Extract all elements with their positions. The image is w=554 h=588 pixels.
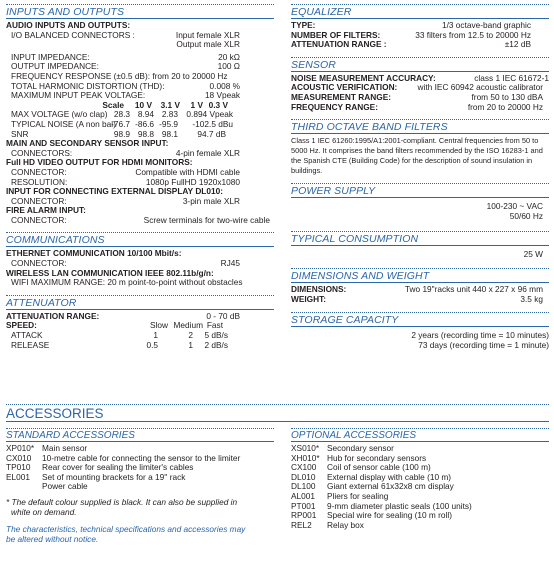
spec-value: Input female XLR [175,29,240,40]
spec-value: class 1 IEC 61672-1 [474,72,549,83]
table-cell: SNR [11,128,29,139]
audio-header: AUDIO INPUTS AND OUTPUTS: [6,20,131,30]
dimensions-row [291,285,549,295]
table-cell: Fast [206,320,223,331]
table-cell: Medium [173,320,203,331]
accessory-description: 9-mm diameter plastic seals (100 units) [327,500,472,511]
speed-row [6,321,274,331]
spec-value: 0.008 % [209,80,240,91]
accessory-description: Coil of sensor cable (100 m) [327,462,431,473]
table-cell: ATTACK [11,330,43,341]
list-item [6,482,274,492]
spec-value: 4-pin female XLR [175,147,240,158]
spec-value: Output male XLR [176,39,240,50]
table-cell: -102.5 dBu [192,118,233,129]
list-item [291,521,549,531]
third-octave-section [291,119,549,176]
section-title: TYPICAL CONSUMPTION [291,231,549,246]
eq-range-row [291,40,549,50]
table-cell: RELEASE [11,339,50,350]
spec-value: 1080p FullHD 1920x1080 [145,176,240,187]
power-value: 100-230 ~ VAC [486,201,543,212]
accessory-code: DL010 [291,471,316,482]
frequency-response-row: FREQUENCY RESPONSE (±0.5 dB): from 20 to 20000 Hz [11,70,228,81]
accessory-code: CX100 [291,462,317,473]
table-cell: 0.894 Vpeak [186,109,233,120]
accessory-description: Special wire for sealing (10 m roll) [327,510,452,521]
spec-label: ACOUSTIC VERIFICATION: [291,82,398,93]
consumption-value: 25 W [523,249,543,260]
left-column [6,4,274,357]
accessory-description: Main sensor [42,443,88,453]
accessory-description: Secondary sensor [327,443,394,453]
table-cell: 3.1 V [160,99,180,110]
note-line: be altered without notice. [6,533,99,544]
accessory-description: Power cable [42,481,88,492]
storage-section [291,312,549,350]
accessory-code: TP010 [6,462,31,473]
spec-label: OUTPUT IMPEDANCE: [11,61,99,72]
spec-value: ±12 dB [504,39,531,50]
sensor-input-header: MAIN AND SECONDARY SENSOR INPUT: [6,138,169,149]
note-line: white on demand. [11,506,77,517]
spec-label: NUMBER OF FILTERS: [291,29,381,40]
frequency-range-row [291,103,549,113]
spec-value: with IEC 60942 acoustic calibrator [417,82,543,93]
section-title: ATTENUATOR [6,295,274,310]
table-cell: 98.8 [137,128,154,139]
spec-value: 100 Ω [217,61,240,72]
accessory-description: External display with cable (10 m) [327,471,452,482]
table-cell: SPEED: [6,320,37,331]
spec-value: 1/3 octave-band graphic [441,20,531,30]
spec-value: RJ45 [220,258,240,269]
spec-label: CONNECTOR: [11,195,67,206]
colour-note [6,498,274,517]
spec-label: TYPE: [291,20,316,30]
wlan-range-row: WIFI MAXIMUM RANGE: 20 m point-to-point without obstacles [11,277,243,288]
spec-label: I/O BALANCED CONNECTORS : [11,29,135,40]
spec-value: from 50 to 130 dBA [471,91,543,102]
ethernet-header: ETHERNET COMMUNICATION 10/100 Mbit/s: [6,248,182,259]
table-cell: 28.3 [113,109,130,120]
right-column [291,4,549,357]
accessory-description: Rear cover for sealing the limiter's cables [42,462,194,473]
table-cell: 2.83 [161,109,178,120]
accessory-code: CX010 [6,452,32,463]
table-cell: -86.6 [135,118,154,129]
spec-label: MEASUREMENT RANGE: [291,91,392,102]
accessory-description: Set of mounting brackets for a 19'' rack [42,471,186,482]
spec-label: DIMENSIONS: [291,283,347,294]
spec-value: 18 Vpeak [204,90,240,101]
attenuation-range-row [6,312,274,322]
section-title: POWER SUPPLY [291,183,549,198]
spec-value: 0 - 70 dB [206,310,240,321]
table-cell: Scale [102,99,124,110]
wlan-header: WIRELESS LAN COMMUNICATION IEEE 802.11b/g/n: [6,267,214,278]
table-cell: 98.9 [113,128,130,139]
dimensions-section [291,268,549,304]
table-cell: 8.94 [137,109,154,120]
accessory-code [6,482,42,492]
spec-label: ATTENUATION RANGE : [291,39,387,50]
table-cell: -76.7 [111,118,130,129]
weight-row [291,295,549,305]
io-balanced-row-2 [6,40,274,50]
section-title: SENSOR [291,57,549,72]
spec-label: CONNECTORS: [11,147,73,158]
spec-label: CONNECTOR: [11,166,67,177]
spec-label: MAXIMUM INPUT PEAK VOLTAGE: [11,90,146,101]
table-cell: 98.1 [161,128,178,139]
equalizer-section [291,4,549,50]
storage-value-1: 2 years (recording time = 10 minutes) [411,330,549,341]
table-cell: 5 dB/s [204,330,228,341]
spec-value: Compatible with HDMI cable [135,166,240,177]
spec-label: INPUT IMPEDANCE: [11,51,90,62]
accessory-description: Relay box [327,519,364,530]
accessory-code: RP001 [291,510,317,521]
external-display-header: INPUT FOR CONNECTING EXTERNAL DISPLAY DL010: [6,186,223,197]
attenuator-section [6,295,274,350]
table-cell: 1 [153,330,158,341]
table-cell: 94.7 dB [197,128,226,139]
accessory-code: XS010* [291,443,320,453]
section-title: THIRD OCTAVE BAND FILTERS [291,119,549,134]
table-cell: 1 [188,339,193,350]
section-title: COMMUNICATIONS [6,232,274,247]
standard-accessories-title: STANDARD ACCESSORIES [6,428,274,442]
accessories-section [6,404,549,544]
accessory-description: 10-metre cable for connecting the sensor to the limiter [42,452,241,463]
table-cell: MAX VOLTAGE (w/o clap) [11,109,108,120]
table-cell: 10 V [134,99,152,110]
table-cell: TYPICAL NOISE (A non bal) [11,118,116,129]
spec-value: from 20 to 20000 Hz [467,101,543,112]
section-title: STORAGE CAPACITY [291,312,549,327]
spec-value: Two 19"racks unit 440 x 227 x 96 mm [404,283,543,294]
fire-connector-row [6,216,274,226]
spec-label: NOISE MEASUREMENT ACCURACY: [291,72,436,83]
table-cell: -95.9 [159,118,178,129]
spec-value: 3-pin male XLR [182,195,240,206]
section-title: DIMENSIONS AND WEIGHT [291,268,549,283]
table-cell: 0.5 [146,339,158,350]
note-line: * The default colour supplied is black. It can also be supplied in [6,496,238,507]
release-row [6,341,274,351]
table-cell: 2 dB/s [204,339,228,350]
spec-label: ATTENUATION RANGE: [6,310,100,321]
table-cell: Slow [150,320,168,331]
communications-section [6,232,274,287]
standard-accessories [6,428,274,544]
accessory-code: DL100 [291,481,316,492]
specifications-note [6,525,274,544]
spec-value: 20 kΩ [218,51,240,62]
fire-alarm-header: FIRE ALARM INPUT: [6,205,86,216]
table-cell: 0.3 V [208,99,228,110]
table-cell: 1 V [190,99,203,110]
standard-accessories-list [6,444,274,492]
spec-label: CONNECTOR: [11,214,67,225]
spec-label: RESOLUTION: [11,176,68,187]
spec-label: TOTAL HARMONIC DISTORTION (THD): [11,80,165,91]
inputs-outputs-section [6,4,274,225]
accessory-code: REL2 [291,519,312,530]
power-supply-section [291,183,549,221]
accessories-title: ACCESSORIES [6,404,549,422]
accessory-code: AL001 [291,490,315,501]
table-cell: 2 [188,330,193,341]
spec-label: CONNECTOR: [11,258,67,269]
spec-value: 33 filters from 12.5 to 20000 Hz [415,29,531,40]
section-title: INPUTS AND OUTPUTS [6,4,274,19]
spec-label: WEIGHT: [291,293,327,304]
sensor-section [291,57,549,112]
optional-accessories [291,428,549,530]
accessory-code: EL001 [6,471,30,482]
spec-value: Screw terminals for two-wire cable [143,214,270,225]
note-line: The characteristics, technical specifications and accessories may [6,524,246,535]
accessory-description: Hub for secondary sensors [327,452,427,463]
optional-accessories-list [291,444,549,530]
spec-label: FREQUENCY RANGE: [291,101,378,112]
optional-accessories-title: OPTIONAL ACCESSORIES [291,428,549,442]
consumption-section [291,231,549,260]
spec-value: 3.5 kg [520,293,543,304]
accessory-description: Giant external 61x32x8 cm display [327,481,454,492]
accessory-code: XH010* [291,452,320,463]
accessory-description: Pliers for sealing [327,490,389,501]
accessory-code: XP010* [6,443,35,453]
accessory-code: PT001 [291,500,316,511]
storage-value-2: 73 days (recording time = 1 minute) [418,339,549,350]
third-octave-description: Class 1 IEC 61260:1995/A1:2001-compliant. Central frequencies from 50 to 5000 Hz. It comprises the band filters recommended by the ISO 16283-1 and the Spanish CTE (Building Code) for the description of sound insulation in buildings. [291,136,543,176]
section-title: EQUALIZER [291,4,549,19]
hdmi-header: Full HD VIDEO OUTPUT FOR HDMI MONITORS: [6,157,193,168]
power-frequency: 50/60 Hz [509,210,543,221]
